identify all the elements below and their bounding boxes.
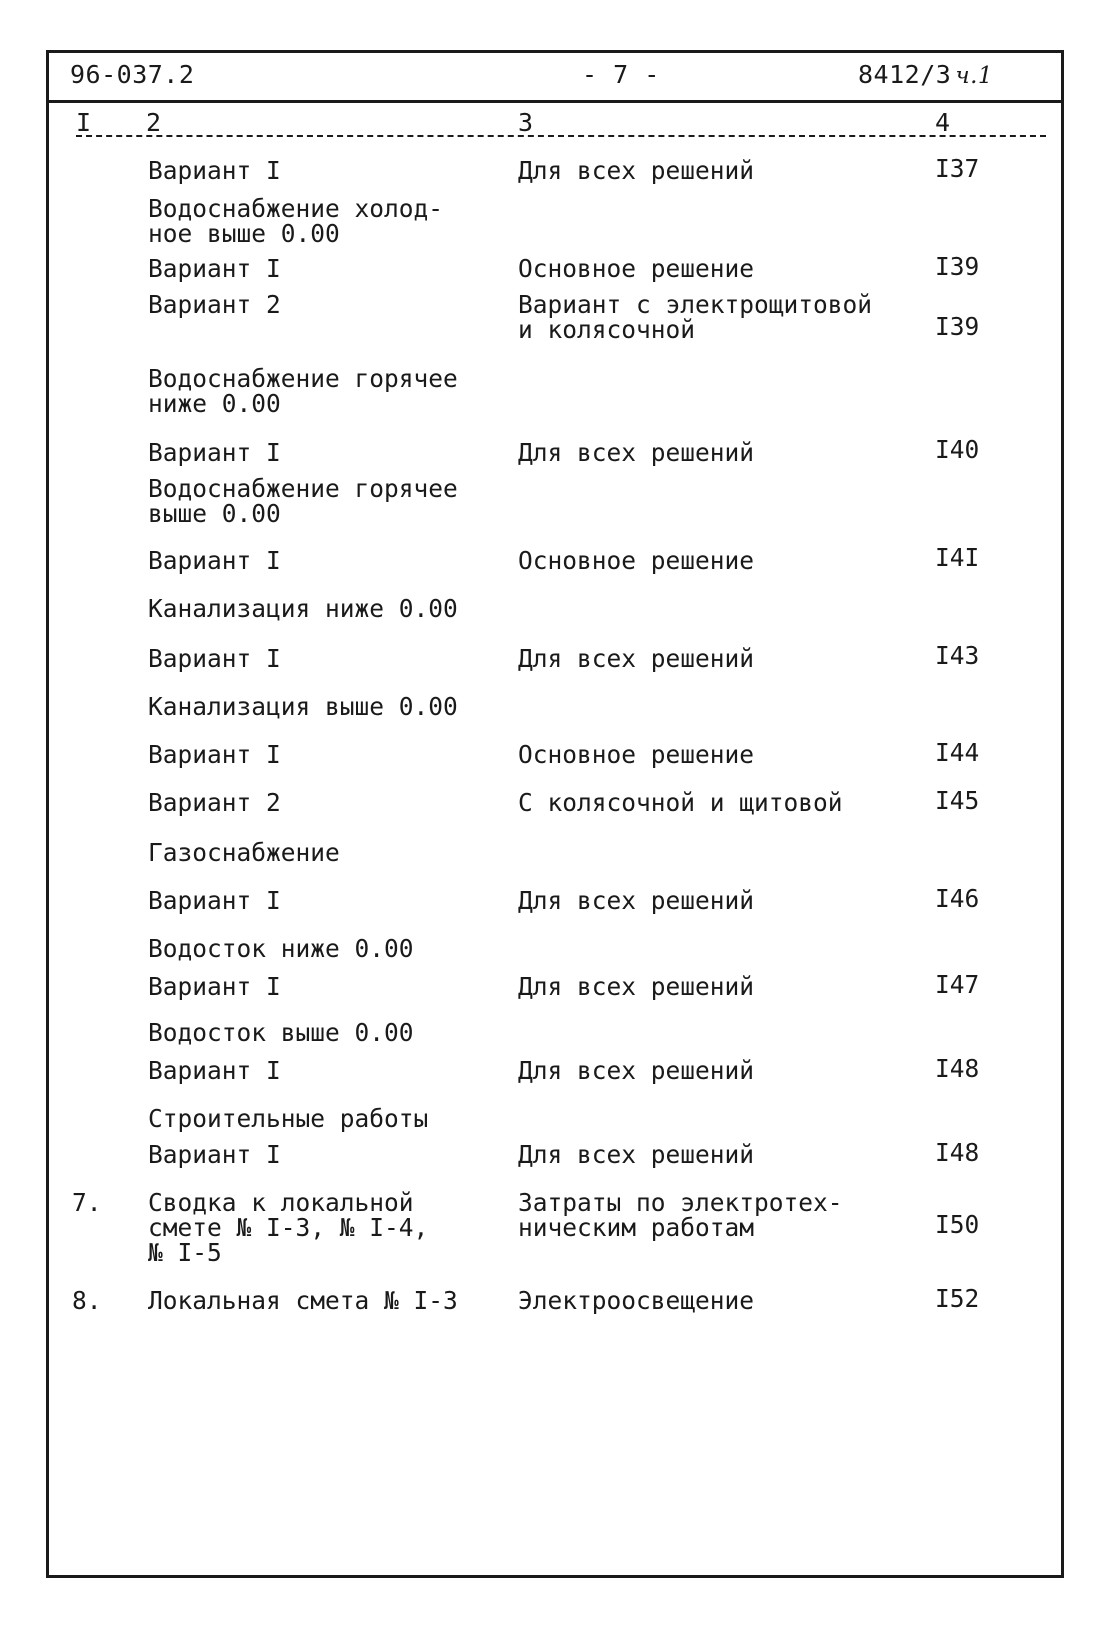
row-name: Локальная смета № I-3 bbox=[148, 1286, 458, 1315]
row-name: Вариант I bbox=[148, 254, 281, 283]
column-number-1: I bbox=[76, 108, 92, 137]
row-page: I45 bbox=[935, 786, 980, 815]
row-page: I39 bbox=[935, 252, 980, 281]
row-page: I39 bbox=[935, 312, 980, 341]
row-note: Для всех решений bbox=[518, 156, 755, 185]
row-note: Основное решение bbox=[518, 546, 755, 575]
row-note: Вариант с электрощитовой и колясочной bbox=[518, 290, 873, 344]
row-page: I43 bbox=[935, 641, 980, 670]
row-name: Водосток ниже 0.00 bbox=[148, 934, 414, 963]
row-page: I52 bbox=[935, 1284, 980, 1313]
row-name: Вариант 2 bbox=[148, 788, 281, 817]
row-name: Вариант I bbox=[148, 1140, 281, 1169]
row-name: Водоснабжение горячее ниже 0.00 bbox=[148, 364, 458, 418]
row-name: Вариант I bbox=[148, 438, 281, 467]
row-name: Водосток выше 0.00 bbox=[148, 1018, 414, 1047]
row-name: Канализация выше 0.00 bbox=[148, 692, 458, 721]
row-note: Основное решение bbox=[518, 254, 755, 283]
row-name: Водоснабжение горячее выше 0.00 bbox=[148, 474, 458, 528]
column-number-3: 3 bbox=[518, 108, 534, 137]
doc-code: 96-037.2 bbox=[70, 60, 195, 89]
row-note: Электроосвещение bbox=[518, 1286, 755, 1315]
row-note: Для всех решений bbox=[518, 438, 755, 467]
row-name: Газоснабжение bbox=[148, 838, 340, 867]
row-page: I50 bbox=[935, 1210, 980, 1239]
row-note: Для всех решений bbox=[518, 886, 755, 915]
row-page: I46 bbox=[935, 884, 980, 913]
row-name: Канализация ниже 0.00 bbox=[148, 594, 458, 623]
column-number-4: 4 bbox=[935, 108, 951, 137]
row-note: Для всех решений bbox=[518, 1056, 755, 1085]
row-note: Для всех решений bbox=[518, 1140, 755, 1169]
row-name: Вариант I bbox=[148, 156, 281, 185]
row-note: Для всех решений bbox=[518, 644, 755, 673]
row-name: Вариант I bbox=[148, 546, 281, 575]
project-number-value: 8412/3 bbox=[858, 60, 952, 89]
part-mark: ч.1 bbox=[955, 63, 994, 89]
page-number: - 7 - bbox=[582, 60, 660, 89]
row-name: Строительные работы bbox=[148, 1104, 429, 1133]
row-page: I48 bbox=[935, 1054, 980, 1083]
row-name: Вариант I bbox=[148, 740, 281, 769]
row-page: I48 bbox=[935, 1138, 980, 1167]
row-page: I40 bbox=[935, 435, 980, 464]
row-name: Вариант I bbox=[148, 644, 281, 673]
row-number: 7. bbox=[72, 1188, 102, 1217]
row-name: Вариант 2 bbox=[148, 290, 281, 319]
column-header-dashed-rule bbox=[76, 135, 1046, 137]
row-note: Для всех решений bbox=[518, 972, 755, 1001]
header-divider bbox=[46, 100, 1064, 103]
row-page: I37 bbox=[935, 154, 980, 183]
row-name: Вариант I bbox=[148, 886, 281, 915]
row-page: I4I bbox=[935, 543, 980, 572]
row-page: I44 bbox=[935, 738, 980, 767]
row-note: Затраты по электротех- ническим работам bbox=[518, 1188, 843, 1242]
row-name: Вариант I bbox=[148, 1056, 281, 1085]
row-note: Основное решение bbox=[518, 740, 755, 769]
row-note: С колясочной и щитовой bbox=[518, 788, 843, 817]
project-number bbox=[858, 60, 993, 89]
row-name: Водоснабжение холод- ное выше 0.00 bbox=[148, 194, 444, 248]
column-number-2: 2 bbox=[146, 108, 162, 137]
row-page: I47 bbox=[935, 970, 980, 999]
row-name: Вариант I bbox=[148, 972, 281, 1001]
row-name: Сводка к локальной смете № I-3, № I-4, № I-5 bbox=[148, 1188, 429, 1267]
row-number: 8. bbox=[72, 1286, 102, 1315]
